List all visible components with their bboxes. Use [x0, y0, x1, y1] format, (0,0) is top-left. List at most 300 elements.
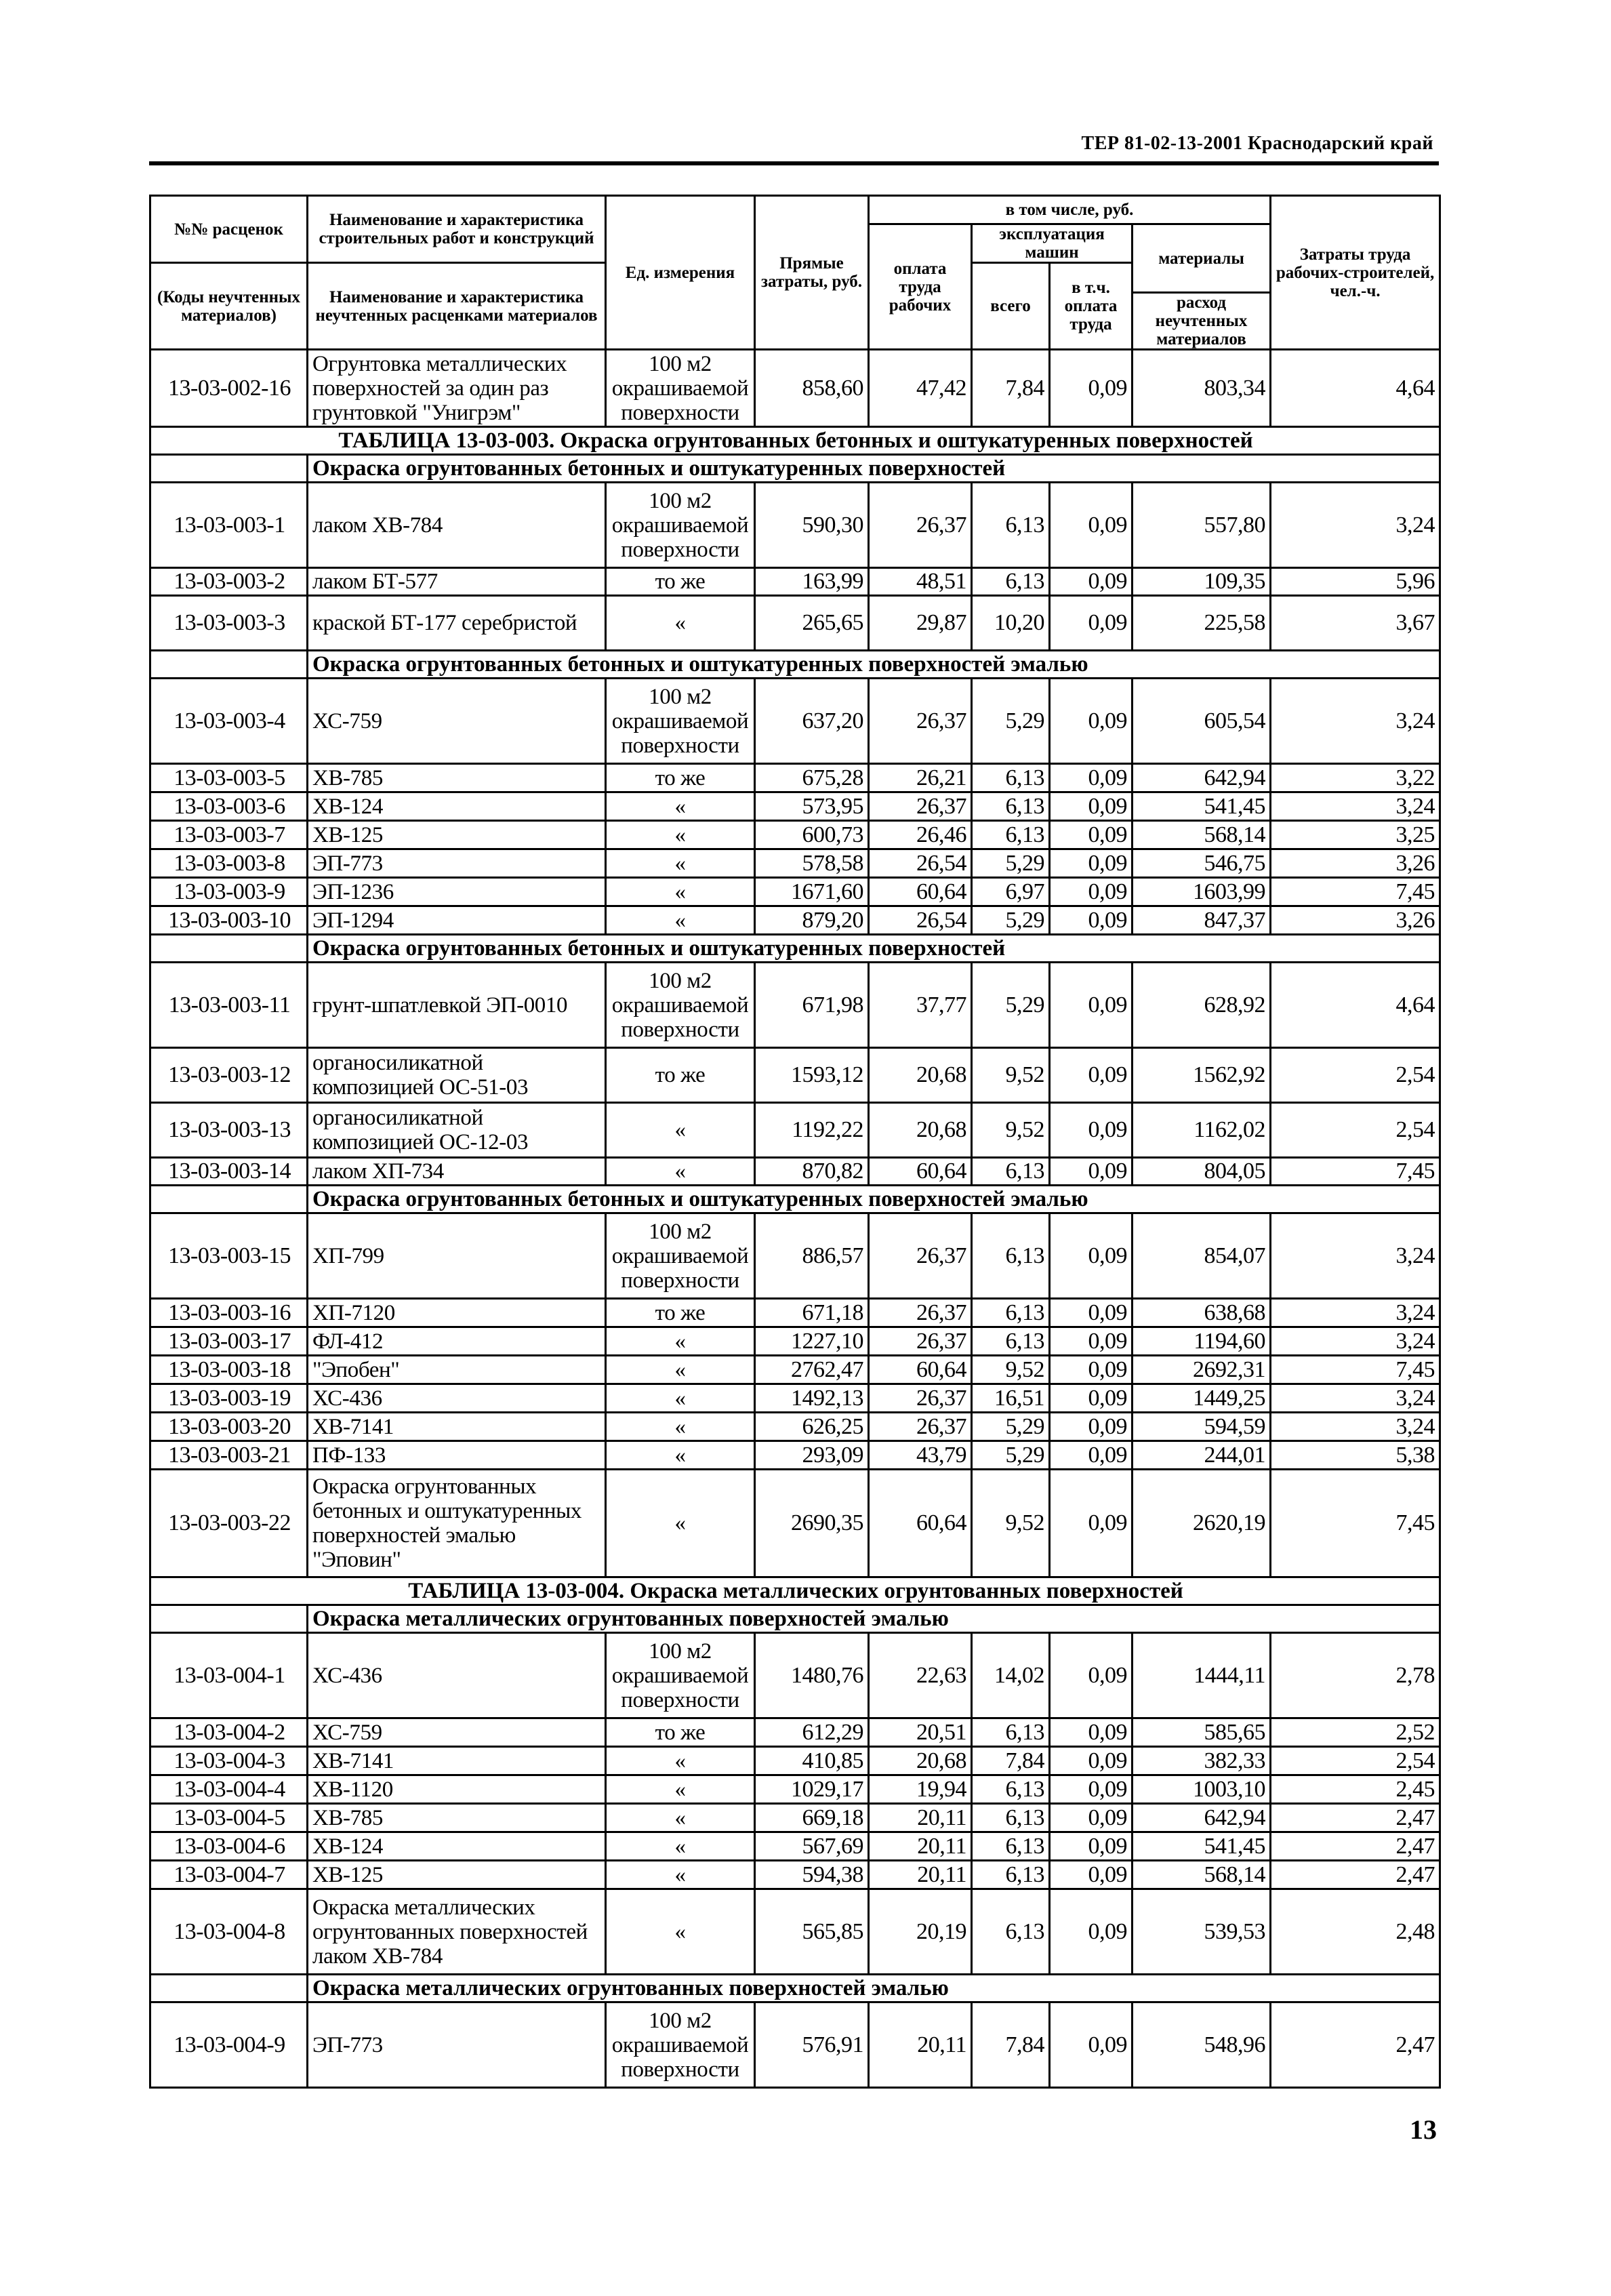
- machines-wages-cost: 0,09: [1050, 1747, 1133, 1775]
- wages-cost: 26,54: [869, 906, 972, 935]
- machines-cost: 5,29: [972, 849, 1050, 878]
- machines-cost: 5,29: [972, 679, 1050, 764]
- materials-cost: 847,37: [1133, 906, 1271, 935]
- machines-wages-cost: 0,09: [1050, 1832, 1133, 1861]
- work-name: ХВ-7141: [308, 1747, 606, 1775]
- rate-code: 13-03-004-6: [150, 1832, 308, 1861]
- direct-cost: 578,58: [755, 849, 869, 878]
- table-row: [150, 1804, 1440, 1832]
- work-name: ЭП-773: [308, 849, 606, 878]
- wages-cost: 26,21: [869, 764, 972, 792]
- machines-cost: 6,13: [972, 1861, 1050, 1889]
- direct-cost: 626,25: [755, 1413, 869, 1441]
- materials-cost: 2692,31: [1133, 1356, 1271, 1384]
- unit-cell: «: [606, 1861, 755, 1889]
- table-row: [150, 1747, 1440, 1775]
- direct-cost: 1227,10: [755, 1327, 869, 1356]
- table-row: [150, 679, 1440, 764]
- labor-cost: 7,45: [1271, 1470, 1440, 1577]
- unit-cell: «: [606, 1441, 755, 1470]
- direct-cost: 1480,76: [755, 1633, 869, 1718]
- machines-cost: 9,52: [972, 1103, 1050, 1158]
- header-code: №№ расценок: [150, 196, 308, 263]
- header-machines-total: всего: [972, 263, 1050, 350]
- materials-cost: 1444,11: [1133, 1633, 1271, 1718]
- table-row: [150, 1213, 1440, 1299]
- unit-cell: 100 м2 окрашиваемой поверхности: [606, 1213, 755, 1299]
- direct-cost: 590,30: [755, 483, 869, 568]
- direct-cost: 1192,22: [755, 1103, 869, 1158]
- materials-cost: 804,05: [1133, 1158, 1271, 1186]
- labor-cost: 2,78: [1271, 1633, 1440, 1718]
- machines-cost: 6,13: [972, 568, 1050, 596]
- materials-cost: 2620,19: [1133, 1470, 1271, 1577]
- table-row: [150, 1470, 1440, 1577]
- header-name: Наименование и характеристика строительных работ и конструкций: [308, 196, 606, 263]
- work-name: "Эпобен": [308, 1356, 606, 1384]
- machines-cost: 5,29: [972, 1441, 1050, 1470]
- table-title-row: [150, 427, 1440, 455]
- wages-cost: 26,37: [869, 1384, 972, 1413]
- machines-cost: 6,13: [972, 1158, 1050, 1186]
- materials-cost: 1162,02: [1133, 1103, 1271, 1158]
- machines-cost: 6,13: [972, 1718, 1050, 1747]
- labor-cost: 3,24: [1271, 1384, 1440, 1413]
- table-row: [150, 568, 1440, 596]
- subsection-spacer: [150, 1186, 308, 1213]
- labor-cost: 3,24: [1271, 1413, 1440, 1441]
- rate-code: 13-03-003-6: [150, 792, 308, 821]
- labor-cost: 3,24: [1271, 679, 1440, 764]
- direct-cost: 265,65: [755, 596, 869, 651]
- work-name: ХВ-124: [308, 792, 606, 821]
- work-name: органосиликатной композицией ОС-12-03: [308, 1103, 606, 1158]
- rate-code: 13-03-004-8: [150, 1889, 308, 1975]
- unit-cell: то же: [606, 568, 755, 596]
- direct-cost: 870,82: [755, 1158, 869, 1186]
- machines-wages-cost: 0,09: [1050, 1158, 1133, 1186]
- machines-cost: 16,51: [972, 1384, 1050, 1413]
- unit-cell: «: [606, 1889, 755, 1975]
- wages-cost: 26,54: [869, 849, 972, 878]
- work-name: ХВ-1120: [308, 1775, 606, 1804]
- wages-cost: 20,11: [869, 1804, 972, 1832]
- rate-code: 13-03-003-7: [150, 821, 308, 849]
- unit-cell: то же: [606, 1048, 755, 1103]
- unit-cell: «: [606, 1356, 755, 1384]
- table-row: [150, 764, 1440, 792]
- labor-cost: 3,26: [1271, 849, 1440, 878]
- header-machines-wages: в т.ч. оплата труда: [1050, 263, 1133, 350]
- machines-wages-cost: 0,09: [1050, 849, 1133, 878]
- machines-cost: 6,13: [972, 1889, 1050, 1975]
- machines-wages-cost: 0,09: [1050, 1470, 1133, 1577]
- direct-cost: 675,28: [755, 764, 869, 792]
- work-name: ХП-7120: [308, 1299, 606, 1327]
- machines-wages-cost: 0,09: [1050, 1384, 1133, 1413]
- labor-cost: 2,47: [1271, 1832, 1440, 1861]
- labor-cost: 2,54: [1271, 1747, 1440, 1775]
- machines-wages-cost: 0,09: [1050, 764, 1133, 792]
- direct-cost: 293,09: [755, 1441, 869, 1470]
- subsection-row: [150, 1605, 1440, 1633]
- machines-wages-cost: 0,09: [1050, 2002, 1133, 2088]
- work-name: ХВ-785: [308, 764, 606, 792]
- machines-cost: 6,13: [972, 792, 1050, 821]
- unit-cell: «: [606, 1384, 755, 1413]
- machines-cost: 6,13: [972, 1299, 1050, 1327]
- wages-cost: 60,64: [869, 878, 972, 906]
- table-row: [150, 1633, 1440, 1718]
- labor-cost: 2,45: [1271, 1775, 1440, 1804]
- labor-cost: 3,25: [1271, 821, 1440, 849]
- work-name: лаком БТ-577: [308, 568, 606, 596]
- wages-cost: 26,37: [869, 679, 972, 764]
- work-name: Огрунтовка металлических поверхностей за один раз грунтовкой "Унигрэм": [308, 350, 606, 427]
- wages-cost: 37,77: [869, 963, 972, 1048]
- machines-cost: 14,02: [972, 1633, 1050, 1718]
- wages-cost: 26,37: [869, 1327, 972, 1356]
- header-materials: материалы: [1133, 224, 1271, 293]
- direct-cost: 410,85: [755, 1747, 869, 1775]
- machines-wages-cost: 0,09: [1050, 1861, 1133, 1889]
- machines-cost: 5,29: [972, 1413, 1050, 1441]
- wages-cost: 29,87: [869, 596, 972, 651]
- rate-code: 13-03-003-2: [150, 568, 308, 596]
- materials-cost: 546,75: [1133, 849, 1271, 878]
- wages-cost: 20,19: [869, 1889, 972, 1975]
- machines-wages-cost: 0,09: [1050, 1327, 1133, 1356]
- machines-wages-cost: 0,09: [1050, 1213, 1133, 1299]
- unit-cell: то же: [606, 764, 755, 792]
- work-name: ЭП-1294: [308, 906, 606, 935]
- direct-cost: 576,91: [755, 2002, 869, 2088]
- wages-cost: 26,37: [869, 1213, 972, 1299]
- wages-cost: 20,68: [869, 1048, 972, 1103]
- labor-cost: 2,47: [1271, 1804, 1440, 1832]
- rate-code: 13-03-003-16: [150, 1299, 308, 1327]
- subsection-title: Окраска огрунтованных бетонных и оштукатуренных поверхностей: [308, 935, 1440, 963]
- table-row: [150, 1048, 1440, 1103]
- header-labor: Затраты труда рабочих-строителей, чел.-ч.: [1271, 196, 1440, 350]
- table-row: [150, 1413, 1440, 1441]
- machines-wages-cost: 0,09: [1050, 1048, 1133, 1103]
- machines-wages-cost: 0,09: [1050, 1103, 1133, 1158]
- wages-cost: 26,37: [869, 1299, 972, 1327]
- rate-code: 13-03-003-20: [150, 1413, 308, 1441]
- unit-cell: 100 м2 окрашиваемой поверхности: [606, 679, 755, 764]
- machines-wages-cost: 0,09: [1050, 821, 1133, 849]
- page-number: 13: [1410, 2114, 1437, 2145]
- direct-cost: 671,98: [755, 963, 869, 1048]
- work-name: ХВ-124: [308, 1832, 606, 1861]
- direct-cost: 573,95: [755, 792, 869, 821]
- rate-code: 13-03-002-16: [150, 350, 308, 427]
- work-name: грунт-шпатлевкой ЭП-0010: [308, 963, 606, 1048]
- labor-cost: 7,45: [1271, 878, 1440, 906]
- subsection-row: [150, 455, 1440, 483]
- wages-cost: 20,51: [869, 1718, 972, 1747]
- work-name: краской БТ-177 серебристой: [308, 596, 606, 651]
- machines-cost: 6,13: [972, 1327, 1050, 1356]
- machines-wages-cost: 0,09: [1050, 963, 1133, 1048]
- machines-cost: 6,13: [972, 1775, 1050, 1804]
- table-row: [150, 1356, 1440, 1384]
- materials-cost: 642,94: [1133, 764, 1271, 792]
- materials-cost: 1003,10: [1133, 1775, 1271, 1804]
- unit-cell: 100 м2 окрашиваемой поверхности: [606, 2002, 755, 2088]
- labor-cost: 2,54: [1271, 1103, 1440, 1158]
- wages-cost: 20,68: [869, 1103, 972, 1158]
- labor-cost: 7,45: [1271, 1158, 1440, 1186]
- table-title-row: [150, 1577, 1440, 1605]
- direct-cost: 669,18: [755, 1804, 869, 1832]
- rate-code: 13-03-004-5: [150, 1804, 308, 1832]
- machines-cost: 9,52: [972, 1048, 1050, 1103]
- labor-cost: 3,24: [1271, 1327, 1440, 1356]
- work-name: ХВ-7141: [308, 1413, 606, 1441]
- labor-cost: 3,22: [1271, 764, 1440, 792]
- direct-cost: 2762,47: [755, 1356, 869, 1384]
- machines-cost: 6,13: [972, 1804, 1050, 1832]
- table-row: [150, 1158, 1440, 1186]
- work-name: ХС-759: [308, 1718, 606, 1747]
- materials-cost: 585,65: [1133, 1718, 1271, 1747]
- machines-cost: 7,84: [972, 1747, 1050, 1775]
- header-machines: эксплуатация машин: [972, 224, 1133, 263]
- machines-wages-cost: 0,09: [1050, 1804, 1133, 1832]
- wages-cost: 20,11: [869, 1832, 972, 1861]
- table-row: [150, 906, 1440, 935]
- wages-cost: 60,64: [869, 1470, 972, 1577]
- machines-cost: 6,97: [972, 878, 1050, 906]
- unit-cell: «: [606, 596, 755, 651]
- subsection-title: Окраска металлических огрунтованных поверхностей эмалью: [308, 1605, 1440, 1633]
- table-row: [150, 1441, 1440, 1470]
- machines-cost: 7,84: [972, 350, 1050, 427]
- header-direct: Прямые затраты, руб.: [755, 196, 869, 350]
- materials-cost: 642,94: [1133, 1804, 1271, 1832]
- header-name-alt: Наименование и характеристика неучтенных расценками материалов: [308, 263, 606, 350]
- subsection-title: Окраска огрунтованных бетонных и оштукатуренных поверхностей: [308, 455, 1440, 483]
- direct-cost: 163,99: [755, 568, 869, 596]
- subsection-row: [150, 651, 1440, 679]
- unit-cell: 100 м2 окрашиваемой поверхности: [606, 483, 755, 568]
- materials-cost: 803,34: [1133, 350, 1271, 427]
- table-row: [150, 483, 1440, 568]
- materials-cost: 628,92: [1133, 963, 1271, 1048]
- work-name: ХВ-785: [308, 1804, 606, 1832]
- wages-cost: 20,68: [869, 1747, 972, 1775]
- work-name: ХВ-125: [308, 1861, 606, 1889]
- labor-cost: 5,96: [1271, 568, 1440, 596]
- materials-cost: 244,01: [1133, 1441, 1271, 1470]
- table-header: [150, 196, 1440, 350]
- rate-code: 13-03-003-15: [150, 1213, 308, 1299]
- labor-cost: 2,47: [1271, 1861, 1440, 1889]
- table-row: [150, 1775, 1440, 1804]
- unit-cell: «: [606, 1804, 755, 1832]
- materials-cost: 1449,25: [1133, 1384, 1271, 1413]
- rate-code: 13-03-003-14: [150, 1158, 308, 1186]
- subsection-row: [150, 935, 1440, 963]
- table-row: [150, 1299, 1440, 1327]
- subsection-title: Окраска огрунтованных бетонных и оштукатуренных поверхностей эмалью: [308, 651, 1440, 679]
- machines-wages-cost: 0,09: [1050, 483, 1133, 568]
- subsection-spacer: [150, 651, 308, 679]
- unit-cell: «: [606, 1747, 755, 1775]
- direct-cost: 886,57: [755, 1213, 869, 1299]
- wages-cost: 47,42: [869, 350, 972, 427]
- machines-cost: 10,20: [972, 596, 1050, 651]
- direct-cost: 637,20: [755, 679, 869, 764]
- rate-code: 13-03-003-19: [150, 1384, 308, 1413]
- unit-cell: «: [606, 1103, 755, 1158]
- machines-cost: 9,52: [972, 1356, 1050, 1384]
- table-title: ТАБЛИЦА 13-03-003. Окраска огрунтованных бетонных и оштукатуренных поверхностей: [150, 427, 1440, 455]
- header-code-alt: (Коды неучтенных материалов): [150, 263, 308, 350]
- materials-cost: 539,53: [1133, 1889, 1271, 1975]
- unit-cell: то же: [606, 1299, 755, 1327]
- machines-wages-cost: 0,09: [1050, 679, 1133, 764]
- materials-cost: 568,14: [1133, 821, 1271, 849]
- direct-cost: 671,18: [755, 1299, 869, 1327]
- table-row: [150, 792, 1440, 821]
- rate-code: 13-03-003-1: [150, 483, 308, 568]
- rate-code: 13-03-003-13: [150, 1103, 308, 1158]
- header-unit: Ед. измерения: [606, 196, 755, 350]
- labor-cost: 2,47: [1271, 2002, 1440, 2088]
- direct-cost: 1593,12: [755, 1048, 869, 1103]
- direct-cost: 2690,35: [755, 1470, 869, 1577]
- unit-cell: «: [606, 821, 755, 849]
- subsection-row: [150, 1975, 1440, 2002]
- wages-cost: 22,63: [869, 1633, 972, 1718]
- labor-cost: 3,67: [1271, 596, 1440, 651]
- direct-cost: 612,29: [755, 1718, 869, 1747]
- header-rule: [149, 161, 1439, 165]
- direct-cost: 1029,17: [755, 1775, 869, 1804]
- machines-wages-cost: 0,09: [1050, 878, 1133, 906]
- wages-cost: 26,37: [869, 792, 972, 821]
- materials-cost: 382,33: [1133, 1747, 1271, 1775]
- wages-cost: 60,64: [869, 1356, 972, 1384]
- table-row: [150, 596, 1440, 651]
- materials-cost: 568,14: [1133, 1861, 1271, 1889]
- rate-code: 13-03-004-9: [150, 2002, 308, 2088]
- machines-wages-cost: 0,09: [1050, 1718, 1133, 1747]
- header-wages: оплата труда рабочих: [869, 224, 972, 350]
- labor-cost: 3,24: [1271, 483, 1440, 568]
- work-name: лаком ХП-734: [308, 1158, 606, 1186]
- rate-code: 13-03-003-12: [150, 1048, 308, 1103]
- labor-cost: 2,54: [1271, 1048, 1440, 1103]
- rate-code: 13-03-003-3: [150, 596, 308, 651]
- table-title: ТАБЛИЦА 13-03-004. Окраска металлических огрунтованных поверхностей: [150, 1577, 1440, 1605]
- unit-cell: 100 м2 окрашиваемой поверхности: [606, 963, 755, 1048]
- work-name: ХП-799: [308, 1213, 606, 1299]
- work-name: ФЛ-412: [308, 1327, 606, 1356]
- unit-cell: то же: [606, 1718, 755, 1747]
- table-row: [150, 878, 1440, 906]
- rate-code: 13-03-003-11: [150, 963, 308, 1048]
- labor-cost: 4,64: [1271, 350, 1440, 427]
- rate-code: 13-03-003-18: [150, 1356, 308, 1384]
- machines-wages-cost: 0,09: [1050, 1889, 1133, 1975]
- price-table: [149, 195, 1441, 2089]
- direct-cost: 600,73: [755, 821, 869, 849]
- labor-cost: 2,48: [1271, 1889, 1440, 1975]
- labor-cost: 5,38: [1271, 1441, 1440, 1470]
- labor-cost: 2,52: [1271, 1718, 1440, 1747]
- machines-cost: 6,13: [972, 821, 1050, 849]
- work-name: лаком ХВ-784: [308, 483, 606, 568]
- unit-cell: «: [606, 878, 755, 906]
- labor-cost: 3,24: [1271, 1213, 1440, 1299]
- materials-cost: 1562,92: [1133, 1048, 1271, 1103]
- unit-cell: «: [606, 1470, 755, 1577]
- table-body: [150, 350, 1440, 2088]
- materials-cost: 225,58: [1133, 596, 1271, 651]
- wages-cost: 26,37: [869, 1413, 972, 1441]
- table-row: [150, 350, 1440, 427]
- materials-cost: 638,68: [1133, 1299, 1271, 1327]
- unit-cell: «: [606, 1413, 755, 1441]
- materials-cost: 1194,60: [1133, 1327, 1271, 1356]
- machines-wages-cost: 0,09: [1050, 1299, 1133, 1327]
- direct-cost: 565,85: [755, 1889, 869, 1975]
- machines-cost: 7,84: [972, 2002, 1050, 2088]
- rate-code: 13-03-004-3: [150, 1747, 308, 1775]
- machines-wages-cost: 0,09: [1050, 1356, 1133, 1384]
- direct-cost: 594,38: [755, 1861, 869, 1889]
- wages-cost: 26,46: [869, 821, 972, 849]
- unit-cell: 100 м2 окрашиваемой поверхности: [606, 350, 755, 427]
- table-row: [150, 2002, 1440, 2088]
- materials-cost: 541,45: [1133, 792, 1271, 821]
- unit-cell: 100 м2 окрашиваемой поверхности: [606, 1633, 755, 1718]
- work-name: ХВ-125: [308, 821, 606, 849]
- rate-code: 13-03-004-1: [150, 1633, 308, 1718]
- table-row: [150, 849, 1440, 878]
- unit-cell: «: [606, 792, 755, 821]
- work-name: ХС-759: [308, 679, 606, 764]
- labor-cost: 3,24: [1271, 1299, 1440, 1327]
- work-name: ПФ-133: [308, 1441, 606, 1470]
- table-row: [150, 1103, 1440, 1158]
- subsection-spacer: [150, 1605, 308, 1633]
- document-header: ТЕР 81-02-13-2001 Краснодарский край: [1081, 133, 1433, 154]
- rate-code: 13-03-004-7: [150, 1861, 308, 1889]
- wages-cost: 48,51: [869, 568, 972, 596]
- machines-cost: 6,13: [972, 483, 1050, 568]
- rate-code: 13-03-004-4: [150, 1775, 308, 1804]
- work-name: ХС-436: [308, 1633, 606, 1718]
- unit-cell: «: [606, 1327, 755, 1356]
- rate-code: 13-03-003-8: [150, 849, 308, 878]
- work-name: органосиликатной композицией ОС-51-03: [308, 1048, 606, 1103]
- rate-code: 13-03-003-9: [150, 878, 308, 906]
- unit-cell: «: [606, 1158, 755, 1186]
- rate-code: 13-03-003-17: [150, 1327, 308, 1356]
- machines-cost: 6,13: [972, 1213, 1050, 1299]
- rate-code: 13-03-004-2: [150, 1718, 308, 1747]
- work-name: ХС-436: [308, 1384, 606, 1413]
- materials-cost: 557,80: [1133, 483, 1271, 568]
- direct-cost: 858,60: [755, 350, 869, 427]
- machines-cost: 5,29: [972, 963, 1050, 1048]
- subsection-spacer: [150, 455, 308, 483]
